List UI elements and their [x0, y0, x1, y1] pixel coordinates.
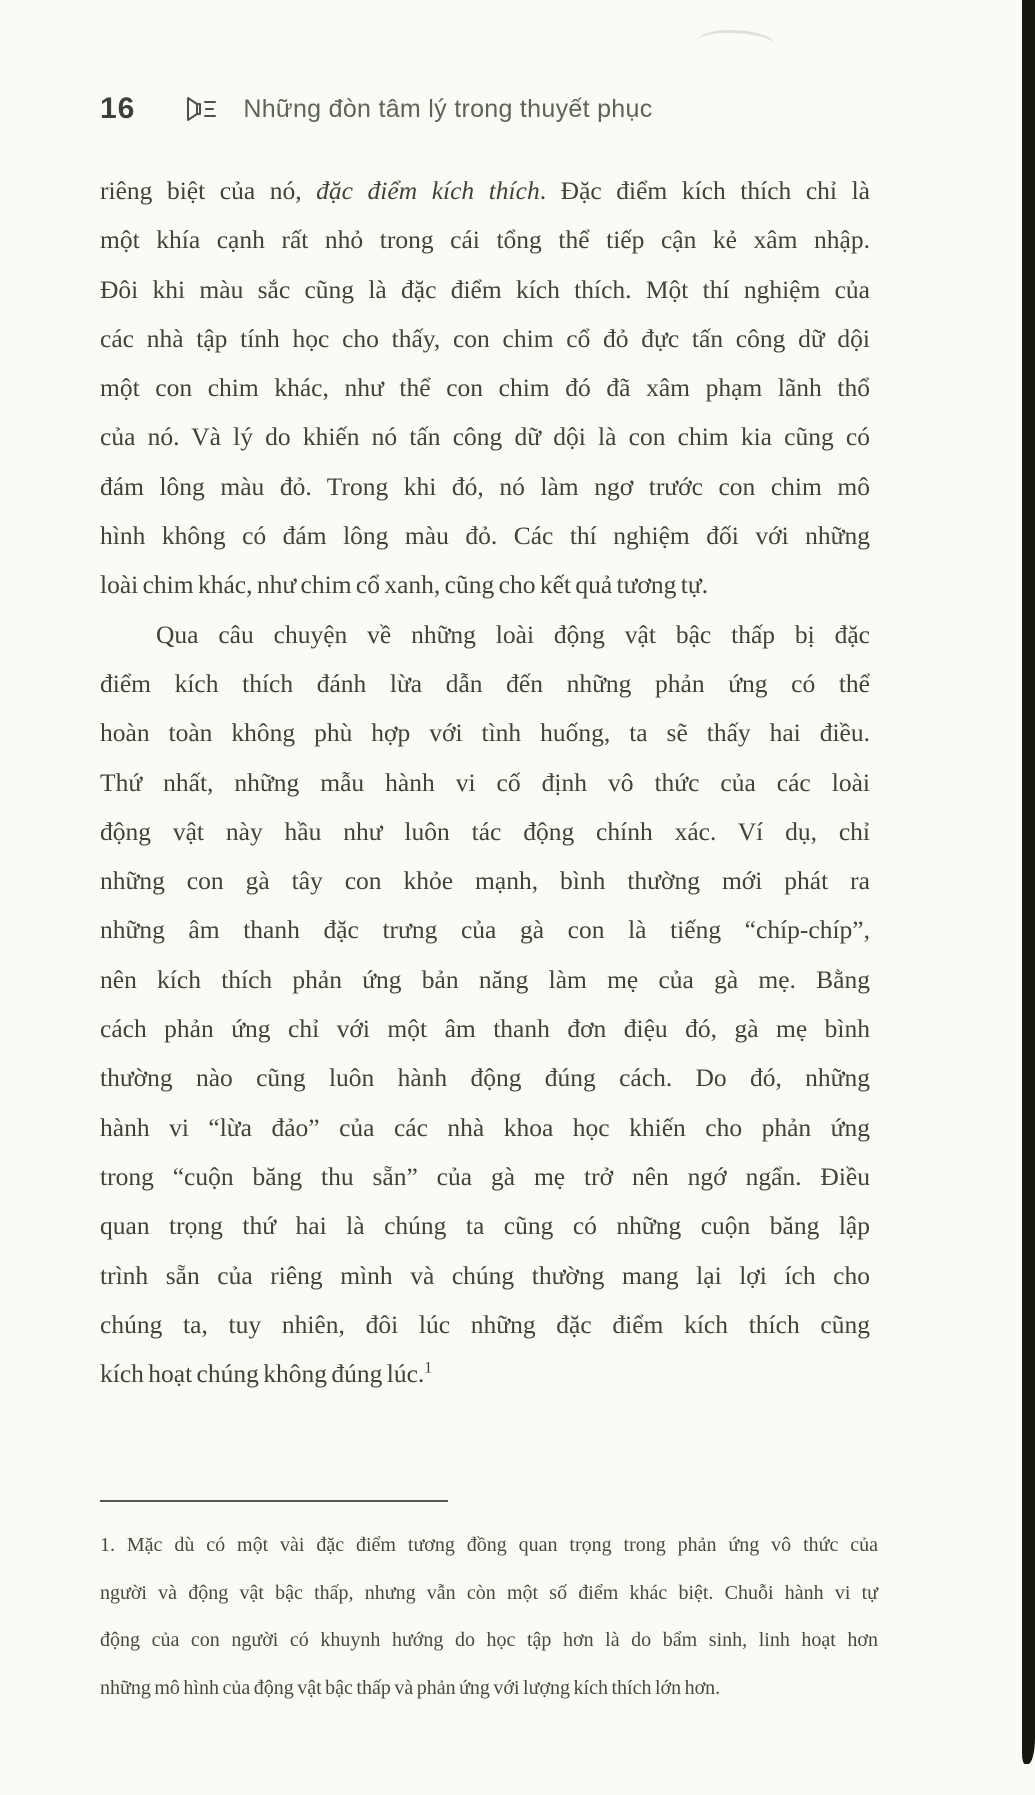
- text-line: hoàn toàn không phù hợp với tình huống, ta sẽ thấy hai điều.: [100, 718, 870, 748]
- speaker-icon: [183, 94, 219, 124]
- page-edge-bar: [1022, 0, 1035, 1764]
- text-line: các nhà tập tính học cho thấy, con chim cổ đỏ đực tấn công dữ dội: [100, 323, 870, 353]
- text-line: chúng ta, tuy nhiên, đôi lúc những đặc điểm kích thích cũng: [100, 1309, 870, 1339]
- text-line: của nó. Và lý do khiến nó tấn công dữ dội là con chim kia cũng có: [100, 422, 870, 452]
- footnote-rule: [100, 1500, 448, 1502]
- text-line: một con chim khác, như thể con chim đó đã xâm phạm lãnh thổ: [100, 373, 870, 403]
- text-line: Qua câu chuyện về những loài động vật bậc thấp bị đặc: [156, 619, 870, 649]
- text-line: loài chim khác, như chim cổ xanh, cũng cho kết quả tương tự.: [100, 570, 709, 600]
- paragraph: [100, 610, 870, 1399]
- text-line: động vật này hầu như luôn tác động chính xác. Ví dụ, chỉ: [100, 816, 870, 846]
- footnote-marker: 1: [424, 1359, 433, 1377]
- page-header: [100, 92, 653, 126]
- footnote: [100, 1500, 878, 1712]
- text-line: động của con người có khuynh hướng do học tập hơn là do bẩm sinh, linh hoạt hơn: [100, 1629, 878, 1651]
- text-line: kích hoạt chúng không đúng lúc.$^1$: [100, 1359, 433, 1389]
- text-line: đám lông màu đỏ. Trong khi đó, nó làm ngơ trước con chim mô: [100, 471, 870, 501]
- text-line: riêng biệt của nó, đặc điểm kích thích. Đặc điểm kích thích chỉ là: [100, 176, 870, 205]
- text-line: hành vi “lừa đảo” của các nhà khoa học khiến cho phản ứng: [100, 1112, 870, 1142]
- text-line: Thứ nhất, những mẫu hành vi cố định vô thức của các loài: [100, 767, 870, 797]
- text-line: trong “cuộn băng thu sẵn” của gà mẹ trở nên ngớ ngẩn. Điều: [100, 1161, 870, 1191]
- body-text: [100, 166, 870, 1398]
- running-head-title: Những đòn tâm lý trong thuyết phục: [243, 94, 653, 123]
- text-line: người và động vật bậc thấp, nhưng vẫn còn một số điểm khác biệt. Chuỗi hành vi tự: [100, 1581, 878, 1604]
- text-line: những âm thanh đặc trưng của gà con là tiếng “chíp-chíp”,: [100, 915, 870, 945]
- text-line: nên kích thích phản ứng bản năng làm mẹ của gà mẹ. Bằng: [100, 964, 870, 994]
- text-line: thường nào cũng luôn hành động đúng cách. Do đó, những: [100, 1063, 870, 1093]
- text-line: Đôi khi màu sắc cũng là đặc điểm kích thích. Một thí nghiệm của: [100, 274, 870, 304]
- scan-artifact: [696, 28, 775, 59]
- text-line: hình không có đám lông màu đỏ. Các thí nghiệm đối với những: [100, 521, 870, 551]
- footnote-lines: [100, 1522, 878, 1712]
- text-line: quan trọng thứ hai là chúng ta cũng có những cuộn băng lập: [100, 1211, 870, 1241]
- text-line: những mô hình của động vật bậc thấp và phản ứng với lượng kích thích lớn hơn.: [100, 1676, 721, 1699]
- text-line: trình sẵn của riêng mình và chúng thường mang lại lợi ích cho: [100, 1260, 870, 1290]
- text-line: những con gà tây con khỏe mạnh, bình thường mới phát ra: [100, 866, 870, 896]
- paragraph: [100, 166, 870, 610]
- page-number: 16: [100, 92, 136, 125]
- text-line: một khía cạnh rất nhỏ trong cái tổng thể tiếp cận kẻ xâm nhập.: [100, 225, 870, 255]
- text-line: điểm kích thích đánh lừa dẫn đến những phản ứng có thể: [100, 668, 870, 698]
- text-line: cách phản ứng chỉ với một âm thanh đơn điệu đó, gà mẹ bình: [100, 1014, 870, 1044]
- text-line: 1. Mặc dù có một vài đặc điểm tương đồng quan trọng trong phản ứng vô thức của: [100, 1534, 878, 1556]
